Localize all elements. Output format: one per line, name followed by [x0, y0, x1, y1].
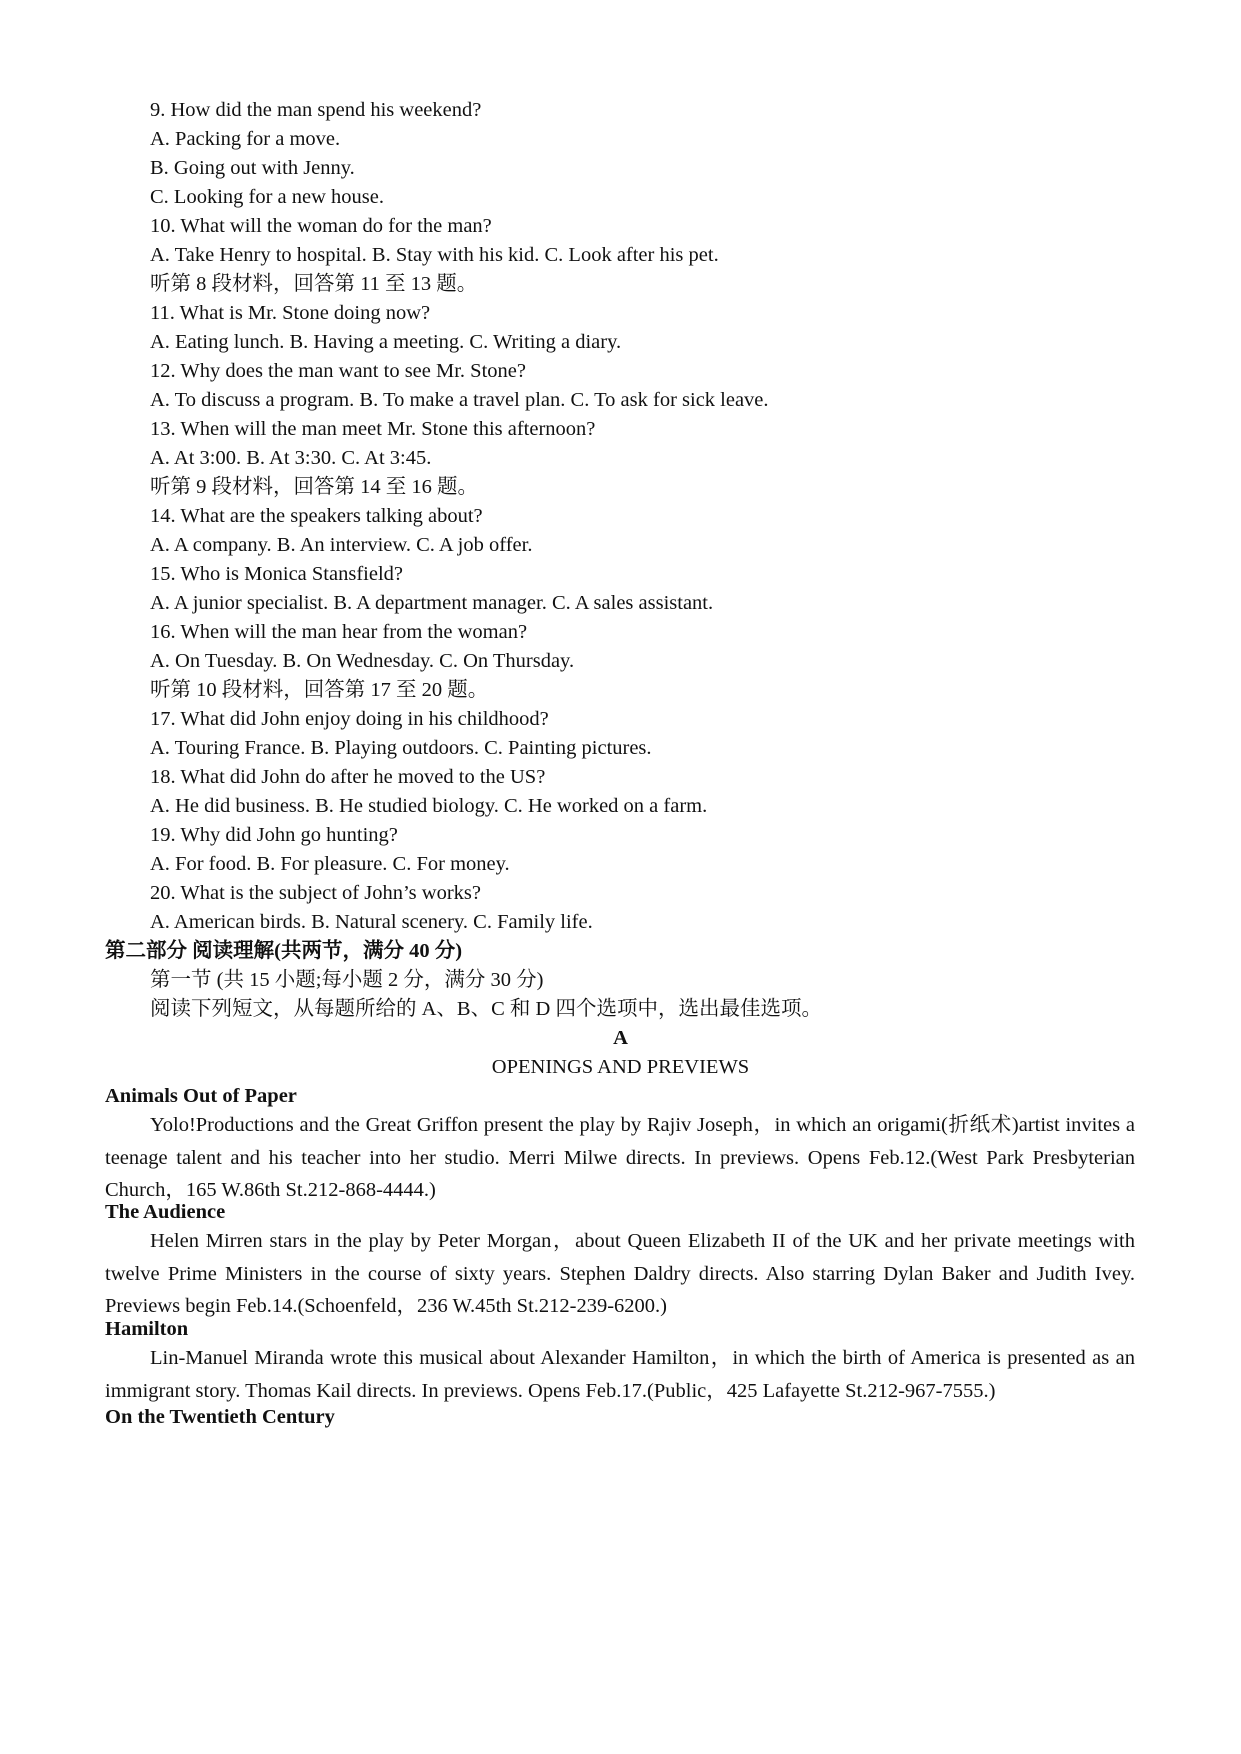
section-one-title: 第一节 (共 15 小题;每小题 2 分，满分 30 分) [150, 969, 544, 991]
option-9b: B. Going out with Jenny. [150, 157, 355, 179]
options-15: A. A junior specialist. B. A department manager. C. A sales assistant. [150, 592, 714, 614]
passage-letter: A [613, 1027, 628, 1049]
listing-paragraph-the-audience: Helen Mirren stars in the play by Peter Morgan，about Queen Elizabeth II of the UK and her private meetings with twelve Prime Ministers in the course of sixty years. Stephen Daldry directs. Also starring Dylan Baker and Judith Ivey. Previews begin Feb.14.(Schoenfeld，236 W.45th St.212-239-6200.) [105, 1230, 1135, 1317]
options-16: A. On Tuesday. B. On Wednesday. C. On Thursday. [150, 650, 575, 672]
options-14: A. A company. B. An interview. C. A job offer. [150, 534, 533, 556]
options-20: A. American birds. B. Natural scenery. C. Family life. [150, 911, 593, 933]
options-11: A. Eating lunch. B. Having a meeting. C. Writing a diary. [150, 331, 622, 353]
listing-heading-hamilton: Hamilton [105, 1318, 189, 1340]
question-19: 19. Why did John go hunting? [150, 824, 398, 846]
material-9-instruction: 听第 9 段材料，回答第 14 至 16 题。 [150, 476, 478, 498]
question-10: 10. What will the woman do for the man? [150, 215, 492, 237]
options-12: A. To discuss a program. B. To make a travel plan. C. To ask for sick leave. [150, 389, 769, 411]
listing-heading-on-the-twentieth-century: On the Twentieth Century [105, 1406, 335, 1428]
option-9a: A. Packing for a move. [150, 128, 341, 150]
listing-paragraph-hamilton: Lin-Manuel Miranda wrote this musical about Alexander Hamilton，in which the birth of America is presented as an immigrant story. Thomas Kail directs. In previews. Opens Feb.17.(Public，425 Lafayette St.212-967-7555.) [105, 1347, 1135, 1402]
reading-instruction: 阅读下列短文，从每题所给的 A、B、C 和 D 四个选项中，选出最佳选项。 [150, 998, 822, 1020]
passage-title: OPENINGS AND PREVIEWS [491, 1056, 750, 1078]
listing-paragraph-animals-out-of-paper: Yolo!Productions and the Great Griffon present the play by Rajiv Joseph，in which an origami(折纸术)artist invites a teenage talent and his teacher into her studio. Merri Milwe directs. In previews. Opens Feb.12.(West Park Presbyterian Church，165 W.86th St.212-868-4444.) [105, 1114, 1135, 1201]
options-17: A. Touring France. B. Playing outdoors. C. Painting pictures. [150, 737, 652, 759]
question-18: 18. What did John do after he moved to the US? [150, 766, 546, 788]
question-9: 9. How did the man spend his weekend? [150, 99, 482, 121]
question-11: 11. What is Mr. Stone doing now? [150, 302, 431, 324]
listing-heading-animals-out-of-paper: Animals Out of Paper [105, 1085, 297, 1107]
options-13: A. At 3:00. B. At 3:30. C. At 3:45. [150, 447, 432, 469]
question-16: 16. When will the man hear from the woman? [150, 621, 528, 643]
question-12: 12. Why does the man want to see Mr. Stone? [150, 360, 526, 382]
option-9c: C. Looking for a new house. [150, 186, 384, 208]
question-14: 14. What are the speakers talking about? [150, 505, 483, 527]
options-10: A. Take Henry to hospital. B. Stay with his kid. C. Look after his pet. [150, 244, 719, 266]
question-20: 20. What is the subject of John’s works? [150, 882, 481, 904]
part-two-title: 第二部分 阅读理解(共两节，满分 40 分) [105, 940, 463, 962]
listing-heading-the-audience: The Audience [105, 1201, 226, 1223]
options-18: A. He did business. B. He studied biology. C. He worked on a farm. [150, 795, 708, 817]
material-8-instruction: 听第 8 段材料，回答第 11 至 13 题。 [150, 273, 478, 295]
question-13: 13. When will the man meet Mr. Stone this afternoon? [150, 418, 596, 440]
options-19: A. For food. B. For pleasure. C. For money. [150, 853, 510, 875]
question-17: 17. What did John enjoy doing in his childhood? [150, 708, 549, 730]
question-15: 15. Who is Monica Stansfield? [150, 563, 403, 585]
material-10-instruction: 听第 10 段材料，回答第 17 至 20 题。 [150, 679, 489, 701]
